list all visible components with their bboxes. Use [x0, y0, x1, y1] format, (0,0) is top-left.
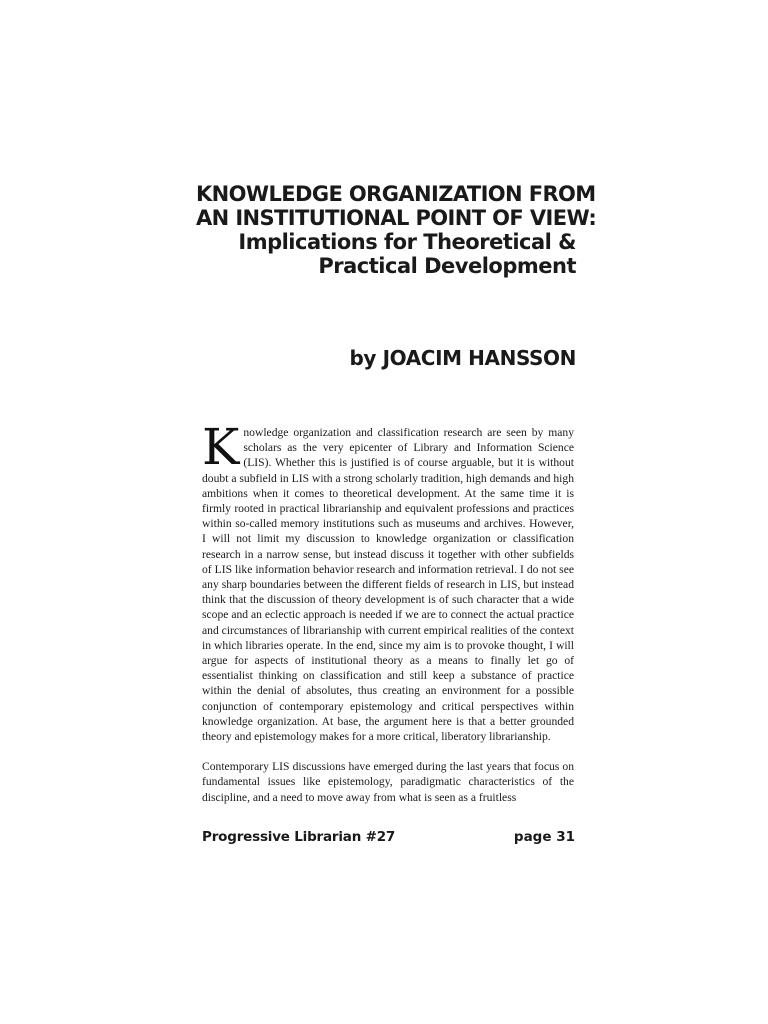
article-subtitle-line-1: Implications for Theoretical &	[238, 230, 576, 254]
article-title-line-2: AN INSTITUTIONAL POINT OF VIEW:	[196, 206, 597, 230]
author-byline: by JOACIM HANSSON	[349, 346, 576, 370]
article-body	[202, 418, 574, 820]
article-title-block	[196, 182, 597, 278]
paragraph-2: Contemporary LIS discussions have emerged during the last years that focus on fundamental issues like epistemology, paradigmatic characteristics of the discipline, and a need to move away from what is seen as a fruitless	[202, 760, 574, 804]
drop-cap-letter: K	[202, 418, 240, 476]
paragraph-1-text: nowledge organization and classification research are seen by many scholars as the very epicenter of Library and Information Science (LIS). Whether this is justified is of course arguable, but it is without doubt a subfield in LIS with a strong scholarly tradition, high demands and high ambitions when it comes to theoretical development. At the same time it is firmly rooted in practical librarianship and equivalent professions and practices within so-called memory institutions such as museums and archives. However, I will not limit my discussion to knowledge organization or classification research in a narrow sense, but instead discuss it together with other subfields of LIS like information behavior research and information retrieval. I do not see any sharp boundaries between the different fields of research in LIS, but instead think that the discussion of theory development is of such character that a wide scope and an eclectic approach is needed if we are to connect the actual practice and circumstances of librarianship with current empirical realities of the context in which libraries operate. In the end, since my aim is to provoke thought, I will argue for aspects of institutional theory as a means to finally let go of essentialist thinking on classification and still keep a substance of practice within the denial of absolutes, thus creating an environment for a possible conjunction of contemporary epistemology and critical perspectives within knowledge organization. At base, the argument here is that a better grounded theory and epistemology makes for a more critical, liberatory librarianship.	[202, 426, 574, 744]
article-subtitle-line-2: Practical Development	[318, 254, 576, 278]
page-number: page 31	[513, 829, 575, 845]
paragraph-1	[202, 418, 574, 744]
journal-footer: Progressive Librarian #27	[202, 829, 396, 845]
article-title-line-1: KNOWLEDGE ORGANIZATION FROM	[196, 182, 596, 206]
